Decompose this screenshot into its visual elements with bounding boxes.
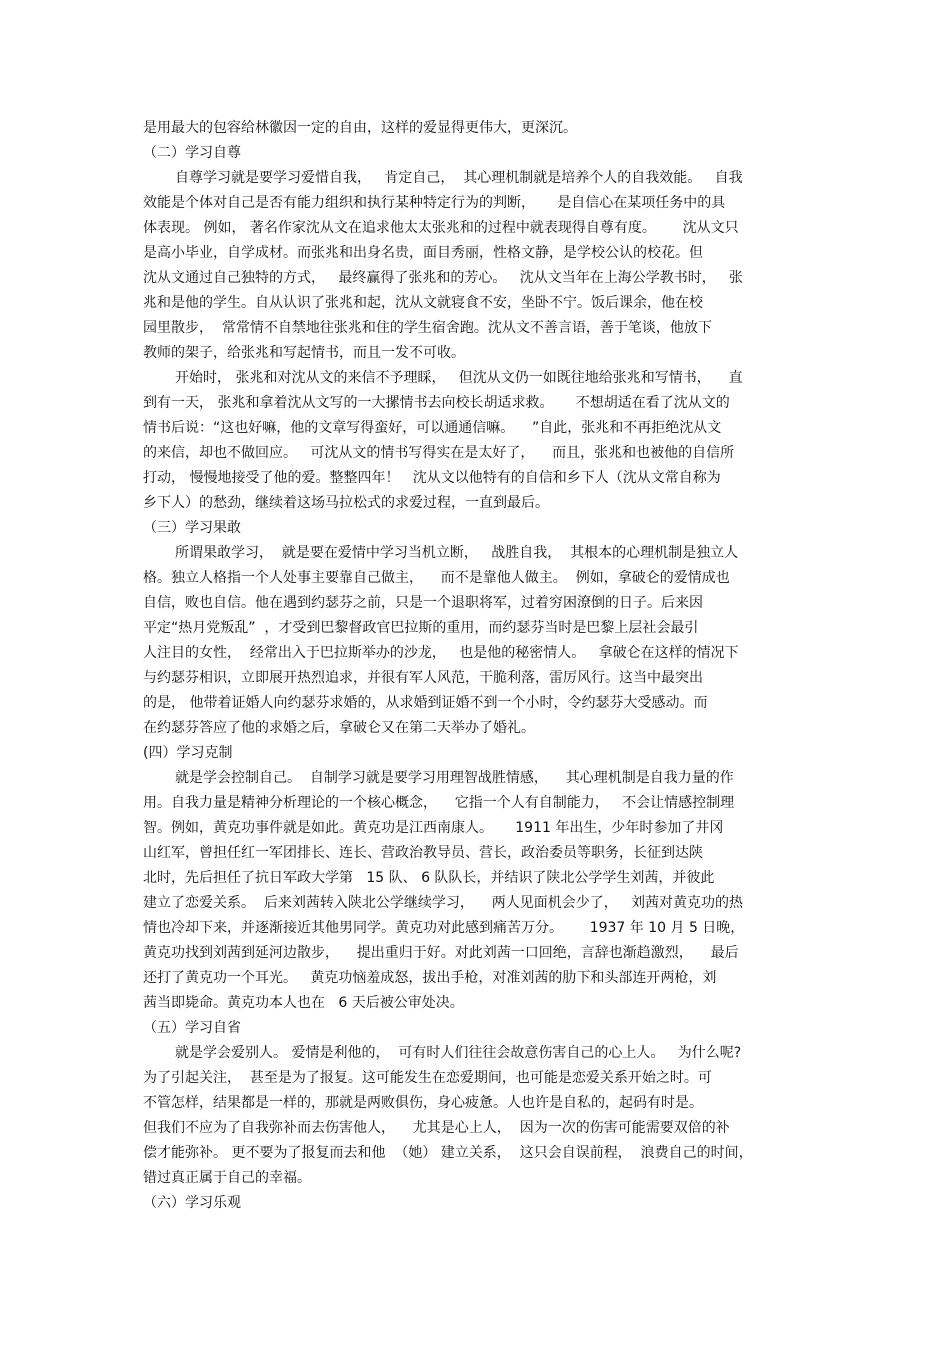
text-line: 园里散步， 常常情不自禁地往张兆和住的学生宿舍跑。沈从文不善言语，善于笔谈，他放下 xyxy=(143,320,712,336)
text-line: 的来信，却也不做回应。 可沈从文的情书写得实在是太好了， 而且，张兆和也被他的自信所 xyxy=(143,445,735,461)
text-line: 是高小毕业，自学成材。而张兆和出身名贵，面目秀丽，性格文静，是学校公认的校花。但 xyxy=(143,245,703,261)
text-line: 平定“热月党叛乱” ，才受到巴黎督政官巴拉斯的重用，而约瑟芬当时是巴黎上层社会最引 xyxy=(143,620,699,636)
text-line: 到有一天， 张兆和拿着沈从文写的一大摞情书去向校长胡适求救。 不想胡适在看了沈从文的 xyxy=(143,395,730,411)
text-line: 茜当即毙命。黄克功本人也在 6 天后被公审处决。 xyxy=(143,995,464,1011)
text-line: 人注目的女性， 经常出入于巴拉斯举办的沙龙， 也是他的秘密情人。 拿破仑在这样的情况下 xyxy=(143,645,739,661)
text-line: 还打了黄克功一个耳光。 黄克功恼羞成怒，拔出手枪，对准刘茜的肋下和头部连开两枪，刘 xyxy=(143,970,717,986)
text-line: 沈从文通过自己独特的方式， 最终赢得了张兆和的芳心。 沈从文当年在上海公学教书时， 张 xyxy=(143,270,744,286)
text-line: 但我们不应为了自我弥补而去伤害他人， 尤其是心上人， 因为一次的伤害可能需要双倍的补 xyxy=(143,1120,730,1136)
section-heading: （五）学习自省 xyxy=(143,1020,241,1036)
text-line: 教师的架子，给张兆和写起情书，而且一发不可收。 xyxy=(143,345,465,361)
text-line: 建立了恋爱关系。 后来刘茜转入陕北公学继续学习， 两人见面机会少了， 刘茜对黄克功的热 xyxy=(143,895,744,911)
text-line: 效能是个体对自己是否有能力组织和执行某种特定行为的判断， 是自信心在某项任务中的具 xyxy=(143,195,726,211)
text-line: 在约瑟芬答应了他的求婚之后，拿破仑又在第二天举办了婚礼。 xyxy=(143,720,535,736)
text-line: 智。例如，黄克功事件就是如此。黄克功是江西南康人。 1911 年出生，少年时参加了井冈 xyxy=(143,820,724,836)
text-line: 所谓果敢学习， 就是要在爱情中学习当机立断， 战胜自我， 其根本的心理机制是独立人 xyxy=(175,545,739,561)
text-line: 自尊学习就是要学习爱惜自我， 肯定自己， 其心理机制就是培养个人的自我效能。 自我 xyxy=(175,170,743,186)
text-line: 与约瑟芬相识，立即展开热烈追求，并很有军人风范，干脆利落，雷厉风行。这当中最突出 xyxy=(143,670,703,686)
text-line: 情也冷却下来，并逐渐接近其他男同学。黄克功对此感到痛苦万分。 1937 年 10 月 5 日晚， xyxy=(143,920,745,936)
text-line: 格。独立人格指一个人处事主要靠自己做主， 而不是靠他人做主。 例如，拿破仑的爱情成也 xyxy=(143,570,730,586)
section-heading: （二）学习自尊 xyxy=(143,145,241,161)
text-line: 北时，先后担任了抗日军政大学第 15 队、 6 队队长，并结识了陕北公学学生刘茜，并彼此 xyxy=(143,870,715,886)
text-line: 开始时， 张兆和对沈从文的来信不予理睬， 但沈从文仍一如既往地给张兆和写情书， 直 xyxy=(175,370,743,386)
text-line: 就是学会控制自己。 自制学习就是要学习用理智战胜情感， 其心理机制是自我力量的作 xyxy=(175,770,734,786)
text-line: 的是， 他带着证婚人向约瑟芬求婚的，从求婚到证婚不到一个小时，令约瑟芬大受感动。而 xyxy=(143,695,708,711)
text-line: 偿才能弥补。 更不要为了报复而去和他 （她） 建立关系， 这只会自误前程， 浪费自己的时间， xyxy=(143,1145,753,1161)
text-line: 黄克功找到刘茜到延河边散步， 提出重归于好。对此刘茜一口回绝，言辞也渐趋激烈， 最后 xyxy=(143,945,739,961)
text-line: 兆和是他的学生。自从认识了张兆和起，沈从文就寝食不安，坐卧不宁。饭后课余，他在校 xyxy=(143,295,703,311)
text-line: 打动， 慢慢地接受了他的爱。整整四年！ 沈从文以他特有的自信和乡下人（沈从文常自称为 xyxy=(143,470,721,486)
text-line: 是用最大的包容给林徽因一定的自由，这样的爱显得更伟大，更深沉。 xyxy=(143,120,577,136)
text-line: 自信，败也自信。他在遇到约瑟芬之前，只是一个退职将军，过着穷困潦倒的日子。后来因 xyxy=(143,595,703,611)
text-line: 用。自我力量是精神分析理论的一个核心概念， 它指一个人有自制能力， 不会让情感控制理 xyxy=(143,795,735,811)
section-heading: （六）学习乐观 xyxy=(143,1195,241,1211)
section-heading: (四）学习克制 xyxy=(143,745,233,761)
text-line: 体表现。 例如， 著名作家沈从文在追求他太太张兆和的过程中就表现得自尊有度。 沈从文只 xyxy=(143,220,739,236)
text-line: 乡下人）的愁劲，继续着这场马拉松式的求爱过程，一直到最后。 xyxy=(143,495,549,511)
document-body xyxy=(143,116,813,1216)
text-line: 错过真正属于自己的幸福。 xyxy=(143,1170,311,1186)
text-line: 就是学会爱别人。 爱情是利他的， 可有时人们往往会故意伤害自己的心上人。 为什么呢? xyxy=(175,1045,742,1061)
text-line: 为了引起关注， 甚至是为了报复。这可能发生在恋爱期间，也可能是恋爱关系开始之时。可 xyxy=(143,1070,712,1086)
text-line: 山红军，曾担任红一军团排长、连长、营政治教导员、营长，政治委员等职务，长征到达陕 xyxy=(143,845,703,861)
text-line: 不管怎样，结果都是一样的，那就是两败俱伤，身心疲惫。人也许是自私的，起码有时是。 xyxy=(143,1095,703,1111)
section-heading: （三）学习果敢 xyxy=(143,520,241,536)
text-line: 情书后说：“这也好嘛，他的文章写得蛮好，可以通通信嘛。 ”自此，张兆和不再拒绝沈从文 xyxy=(143,420,722,436)
